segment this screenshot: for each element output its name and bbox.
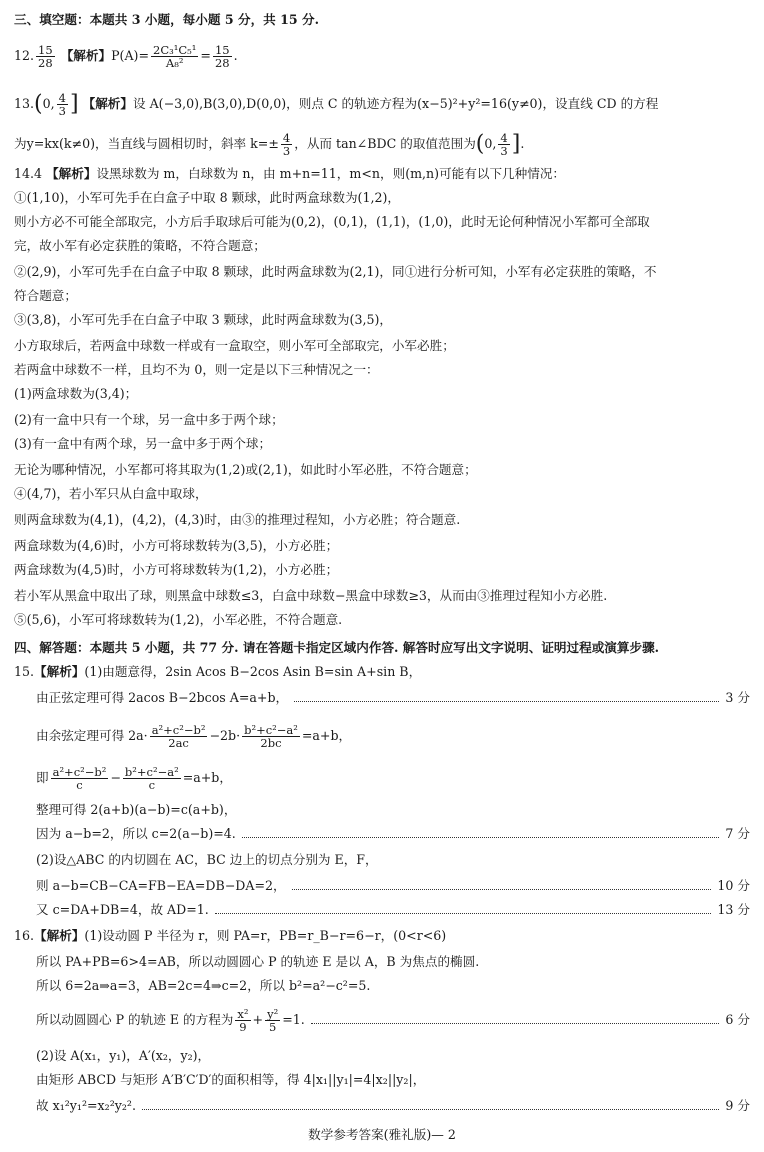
score-label: 13 分 <box>717 902 750 917</box>
q15-line9: 又 c=DA+DB=4，故 AD=1. 13 分 <box>36 902 750 917</box>
q12-tag: 【解析】 <box>60 48 112 63</box>
q14-text-line: 则小方必不可能全部取完，小方后手取球后可能为(0,2)，(0,1)，(1,1)，(1,0)，此时无论何种情况小军都可全部取 <box>14 214 650 229</box>
q13-number: 13. <box>14 96 35 111</box>
q14-text-line: 若小军从黑盒中取出了球，则黑盒中球数≤3，白盒中球数−黑盒中球数≥3，从而由③推理过程知小方必胜. <box>14 588 608 603</box>
score-label: 7 分 <box>725 826 750 841</box>
q14-text-line: ④(4,7)，若小军只从白盒中取球， <box>14 486 208 501</box>
q13-answer: $\frac{4}{3}$ <box>58 91 66 118</box>
q14-tag: 【解析】 <box>46 166 97 181</box>
q14-text-line: ②(2,9)，小军可先手在白盒子中取 8 颗球，此时两盒球数为(2,1)，同①进行分析可知，小军有必定获胜的策略，不 <box>14 264 657 279</box>
q13-tag: 【解析】 <box>82 96 133 111</box>
q14-text-line: (2)有一盒中只有一个球，另一盒中多于两个球； <box>14 412 284 427</box>
q14-text-line: 若两盒中球数不一样，且均不为 0，则一定是以下三种情况之一： <box>14 362 379 377</box>
q12-number: 12. <box>14 48 35 63</box>
q14-text-line: ③(3,8)，小军可先手在白盒子中取 3 颗球，此时两盒球数为(3,5)， <box>14 312 392 327</box>
q15-tag: 【解析】 <box>34 664 85 679</box>
q14-text-line: 两盒球数为(4,6)时，小方可将球数转为(3,5)，小方必胜； <box>14 538 339 553</box>
q12-line: 12. $\frac{15}{28}$ 【解析】P(A)= $\frac{\text{2C₃¹C₅¹}}{\text{A₈²}}$ = $\frac{15}{28}$ . <box>14 43 238 70</box>
q12-result: $\frac{15}{28}$ <box>214 43 230 70</box>
q12-answer: $\frac{15}{28}$ <box>38 43 53 70</box>
q16-line5: (2)设 A(x₁，y₁)，A′(x₂，y₂)， <box>36 1048 211 1063</box>
q16-number: 16. <box>14 928 35 943</box>
q16-line3: 所以 6=2a⇒a=3，AB=2c=4⇒c=2，所以 b²=a²−c²=5. <box>36 978 371 993</box>
q14-text-line: 小方取球后，若两盒中球数一样或有一盒取空，则小军可全部取完，小军必胜； <box>14 338 455 353</box>
q13-line1: 13.(0, $\frac{4}{3}$ ] 【解析】设 A(−3,0),B(3,0),D(0,0)，则点 C 的轨迹方程为(x−5)²+y²=16(y≠0)，设直线 CD 的方程 <box>14 91 659 118</box>
section-4-heading: 四、解答题：本题共 5 小题，共 77 分. 请在答题卡指定区域内作答. 解答时应写出文字说明、证明过程或演算步骤. <box>14 640 660 655</box>
q14-text-line: 完，故小军有必定获胜的策略，不符合题意； <box>14 238 266 253</box>
q15-line6: 因为 a−b=2，所以 c=2(a−b)=4. 7 分 <box>36 826 750 841</box>
q14-text-line: 符合题意； <box>14 288 77 303</box>
score-label: 9 分 <box>725 1098 750 1113</box>
q14-text-line: (3)有一盒中有两个球，另一盒中多于两个球； <box>14 436 272 451</box>
score-label: 6 分 <box>725 1012 750 1027</box>
q16-line4: 所以动圆圆心 P 的轨迹 E 的方程为 $\frac{\text{x²}}{9}$ + $\frac{\text{y²}}{5}$ =1. 6 分 <box>36 1007 750 1034</box>
q15-line5: 整理可得 2(a+b)(a−b)=c(a+b)， <box>36 802 237 817</box>
q13-line2: 为y=kx(k≠0)，当直线与圆相切时，斜率 k=± $\frac{4}{3}$ ，从而 tan∠BDC 的取值范围为(0, $\frac{4}{3}$ ]. <box>14 131 525 158</box>
q15-line3: 由余弦定理可得 2a· $\frac{\text{a²+c²−b²}}{2ac}$ −2b· $\frac{\text{b²+c²−a²}}{2bc}$ =a+b， <box>36 723 352 750</box>
q12-formula: $\frac{\text{2C₃¹C₅¹}}{\text{A₈²}}$ <box>153 43 197 70</box>
q14-text-line: (1)两盒球数为(3,4)； <box>14 386 138 401</box>
q14-text-line: 无论为哪种情况，小军都可将其取为(1,2)或(2,1)，如此时小军必胜，不符合题意； <box>14 462 477 477</box>
q16-line7: 故 x₁²y₁²=x₂²y₂². 9 分 <box>36 1098 750 1113</box>
q14-text-line: 则两盒球数为(4,1)，(4,2)，(4,3)时，由③的推理过程知，小方必胜；符合题意. <box>14 512 461 527</box>
q14-number: 14.4 <box>14 166 43 181</box>
q15-line2: 由正弦定理可得 2acos B−2bcos A=a+b， 3 分 <box>36 690 750 705</box>
q14-text-line: ⑤(5,6)，小军可将球数转为(1,2)，小军必胜，不符合题意. <box>14 612 343 627</box>
q16-line2: 所以 PA+PB=6>4=AB，所以动圆圆心 P 的轨迹 E 是以 A，B 为焦点的椭圆. <box>36 954 480 969</box>
score-label: 3 分 <box>725 690 750 705</box>
q16-line1: 16.【解析】(1)设动圆 P 半径为 r，则 PA=r，PB=r_B−r=6−r，(0<r<6) <box>14 928 447 943</box>
page-footer: 数学参考答案(雅礼版)— 2 <box>308 1127 456 1142</box>
q15-line4: 即 $\frac{\text{a²+c²−b²}}{c}$ − $\frac{\text{b²+c²−a²}}{c}$ =a+b， <box>36 765 232 792</box>
q14-line1: 14.4 【解析】设黑球数为 m，白球数为 n，由 m+n=11，m<n，则(m,n)可能有以下几种情况： <box>14 166 566 181</box>
q14-text-line: 两盒球数为(4,5)时，小方可将球数转为(1,2)，小方必胜； <box>14 562 339 577</box>
q14-text-line: ①(1,10)，小军可先手在白盒子中取 8 颗球，此时两盒球数为(1,2)， <box>14 190 400 205</box>
q16-line6: 由矩形 ABCD 与矩形 A′B′C′D′的面积相等，得 4|x₁||y₁|=4|x₂||y₂|， <box>36 1072 426 1087</box>
q15-line8: 则 a−b=CB−CA=FB−EA=DB−DA=2， 10 分 <box>36 878 750 893</box>
q15-number: 15. <box>14 664 35 679</box>
section-3-heading: 三、填空题：本题共 3 小题，每小题 5 分，共 15 分. <box>14 12 320 27</box>
q15-line7: (2)设△ABC 的内切圆在 AC，BC 边上的切点分别为 E，F， <box>36 852 378 867</box>
q15-line1: 15.【解析】(1)由题意得，2sin Acos B−2cos Asin B=sin A+sin B， <box>14 664 422 679</box>
q16-tag: 【解析】 <box>34 928 85 943</box>
score-label: 10 分 <box>717 878 750 893</box>
